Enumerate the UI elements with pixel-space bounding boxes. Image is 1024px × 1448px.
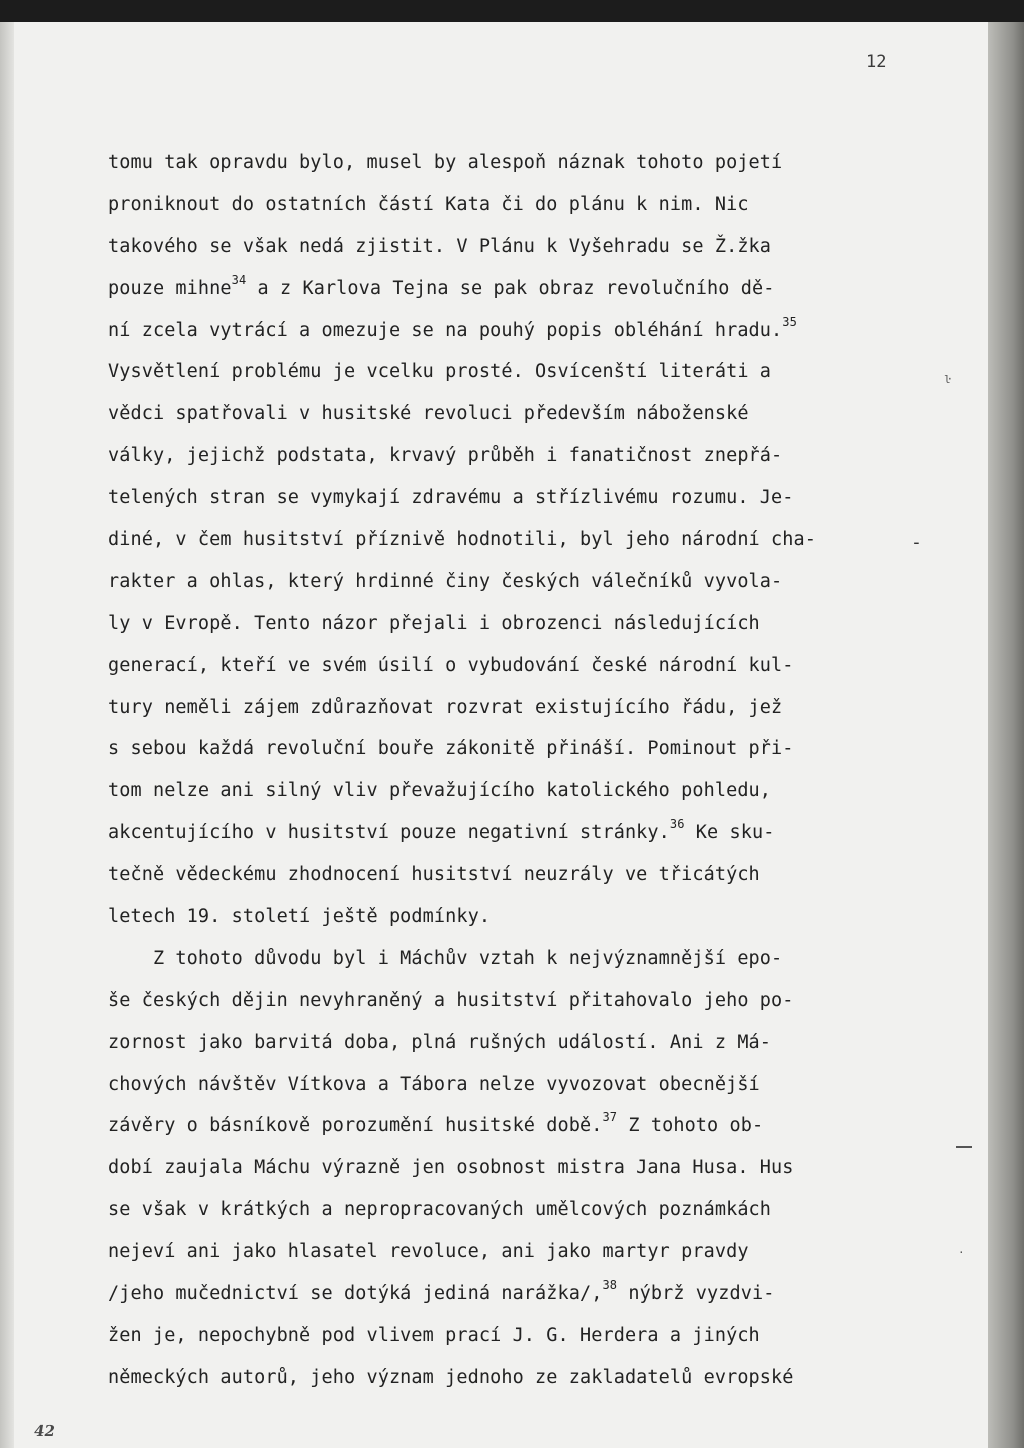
line-text: vědci spatřovali v husitské revoluci především náboženské	[108, 403, 749, 425]
text-line	[108, 1321, 908, 1363]
text-line	[108, 902, 908, 944]
text-line	[108, 651, 908, 693]
line-text: akcentujícího v husitství pouze negativní stránky.	[108, 822, 670, 844]
footnote-reference: 38	[602, 1278, 618, 1293]
text-line	[108, 1279, 908, 1321]
line-text: še českých dějin nevyhraněný a husitství přitahovalo jeho po-	[108, 989, 794, 1011]
line-text: se však v krátkých a nepropracovaných umělcových poznámkách	[108, 1199, 772, 1221]
text-line	[108, 399, 908, 441]
footnote-reference: 37	[602, 1110, 618, 1125]
line-text: války, jejichž podstata, krvavý průběh i fanatičnost znepřá-	[108, 445, 783, 467]
text-line	[108, 1195, 908, 1237]
text-line	[108, 944, 908, 986]
line-text: s sebou každá revoluční bouře zákonitě přináší. Pominout při-	[108, 738, 794, 760]
line-text: Vysvětlení problému je vcelku prosté. Osvícenští literáti a	[108, 361, 772, 383]
scan-left-edge	[0, 22, 14, 1448]
text-line	[108, 1070, 908, 1112]
text-line	[108, 734, 908, 776]
text-line	[108, 1153, 908, 1195]
margin-tick-mark: ŀ	[944, 373, 951, 386]
line-text: dobí zaujala Máchu výrazně jen osobnost mistra Jana Husa. Hus	[108, 1157, 794, 1179]
text-line	[108, 776, 908, 818]
line-text-continuation: a z Karlova Tejna se pak obraz revolučního dě-	[246, 277, 775, 299]
text-line	[108, 232, 908, 274]
line-text: /jeho mučednictví se dotýká jediná narážka/,	[108, 1283, 603, 1305]
text-line	[108, 986, 908, 1028]
margin-hyphen: -	[911, 532, 922, 553]
text-line	[108, 567, 908, 609]
line-text: telených stran se vymykají zdravému a střízlivému rozumu. Je-	[108, 487, 794, 509]
line-text: ní zcela vytrácí a omezuje se na pouhý popis obléhání hradu.	[108, 319, 783, 341]
line-text: ly v Evropě. Tento názor přejali i obrozenci následujících	[108, 612, 760, 634]
body-text	[108, 148, 908, 1405]
text-line	[108, 1111, 908, 1153]
text-line	[108, 148, 908, 190]
line-text: německých autorů, jeho význam jednoho ze zakladatelů evropské	[108, 1366, 794, 1388]
text-line	[108, 1363, 908, 1405]
line-text: tečně vědeckému zhodnocení husitství neuzrály ve třicátých	[108, 864, 760, 886]
text-line	[108, 274, 908, 316]
footnote-reference: 34	[231, 272, 247, 287]
text-line	[108, 483, 908, 525]
text-line	[108, 693, 908, 735]
footnote-reference: 35	[782, 314, 797, 329]
scan-top-border	[0, 0, 1024, 22]
line-text-continuation: nýbrž vyzdvi-	[617, 1283, 775, 1305]
line-text: chových návštěv Vítkova a Tábora nelze vyvozovat obecnější	[108, 1073, 760, 1095]
line-text: Z tohoto důvodu byl i Máchův vztah k nejvýznamnější epo-	[108, 947, 783, 969]
text-line	[108, 818, 908, 860]
line-text-continuation: Ke sku-	[684, 822, 775, 844]
line-text: takového se však nedá zjistit. V Plánu k Vyšehradu se Ž.žka	[108, 235, 772, 257]
line-text: tomu tak opravdu bylo, musel by alespoň náznak tohoto pojetí	[108, 152, 783, 173]
text-line	[108, 1237, 908, 1279]
text-line	[108, 525, 908, 567]
line-text: žen je, nepochybně pod vlivem prací J. G. Herdera a jiných	[108, 1324, 760, 1346]
line-text-continuation: Z tohoto ob-	[617, 1115, 764, 1137]
line-text: rakter a ohlas, který hrdinné činy českých válečníků vyvola-	[108, 570, 783, 592]
text-line	[108, 316, 908, 358]
text-line	[108, 441, 908, 483]
text-line	[108, 1028, 908, 1070]
handwritten-page-mark: 42	[32, 1422, 57, 1440]
line-text: generací, kteří ve svém úsilí o vybudování české národní kul-	[108, 654, 794, 676]
scan-right-edge	[988, 22, 1024, 1448]
text-line	[108, 357, 908, 399]
page-number: 12	[866, 52, 887, 72]
line-text: závěry o básníkově porozumění husitské době.	[108, 1115, 603, 1137]
margin-dash-mark	[956, 1146, 972, 1148]
line-text: diné, v čem husitství příznivě hodnotili, byl jeho národní cha-	[108, 529, 816, 551]
line-text: letech 19. století ještě podmínky.	[108, 906, 491, 928]
text-line	[108, 609, 908, 651]
line-text: zornost jako barvitá doba, plná rušných událostí. Ani z Má-	[108, 1031, 772, 1053]
footnote-reference: 36	[669, 817, 685, 832]
line-text: nejeví ani jako hlasatel revoluce, ani jako martyr pravdy	[108, 1241, 749, 1263]
line-text: tom nelze ani silný vliv převažujícího katolického pohledu,	[108, 780, 772, 802]
line-text: tury neměli zájem zdůrazňovat rozvrat existujícího řádu, jež	[108, 696, 783, 718]
margin-dot-mark: ·	[958, 1246, 965, 1259]
line-text: pouze mihne	[108, 277, 232, 299]
line-text: proniknout do ostatních částí Kata či do plánu k nim. Nic	[108, 193, 749, 215]
text-line	[108, 860, 908, 902]
text-line	[108, 190, 908, 232]
